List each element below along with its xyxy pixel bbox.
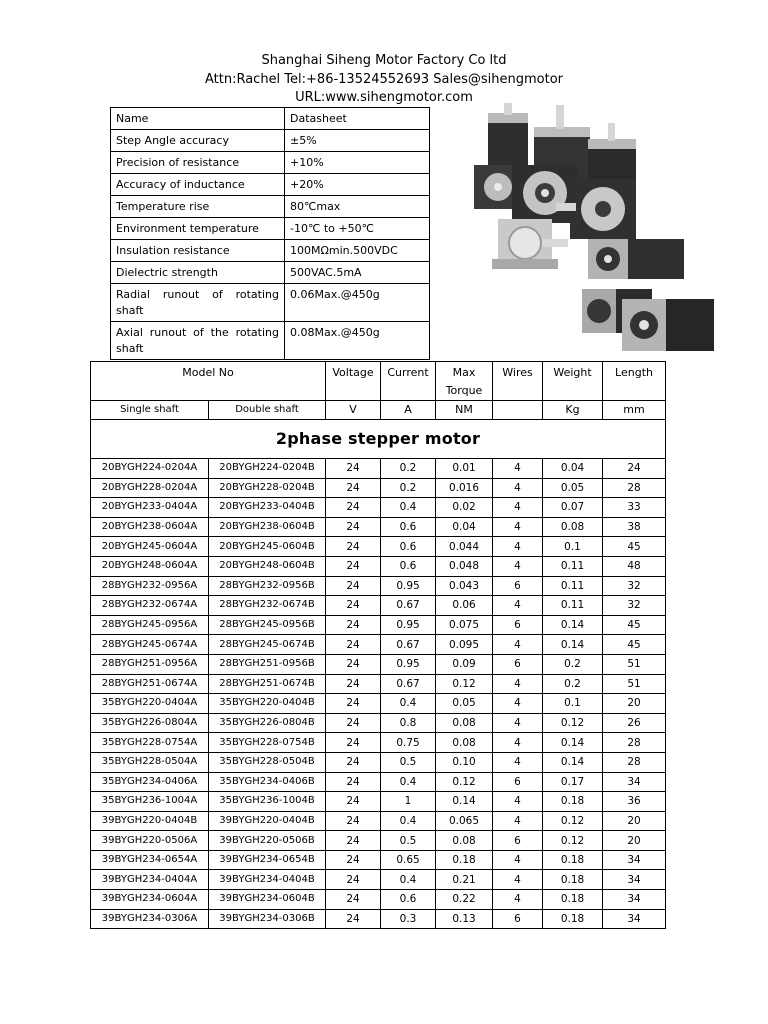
cell-current: 0.4 xyxy=(381,498,436,518)
cell-max-torque: 0.075 xyxy=(436,615,493,635)
spec-row xyxy=(111,240,430,262)
spec-label: Precision of resistance xyxy=(111,152,285,174)
cell-current: 0.6 xyxy=(381,890,436,910)
spec-value: 100MΩmin.500VDC xyxy=(285,240,430,262)
cell-voltage: 24 xyxy=(326,694,381,714)
spec-value: +20% xyxy=(285,174,430,196)
motor-front-silver xyxy=(492,219,568,269)
table-row xyxy=(91,459,666,479)
cell-weight: 0.12 xyxy=(543,831,603,851)
cell-weight: 0.08 xyxy=(543,517,603,537)
cell-current: 0.75 xyxy=(381,733,436,753)
spec-label: Insulation resistance xyxy=(111,240,285,262)
cell-current: 0.4 xyxy=(381,811,436,831)
cell-length: 24 xyxy=(603,459,666,479)
table-row xyxy=(91,517,666,537)
header-wires: Wires xyxy=(493,362,543,401)
table-row xyxy=(91,654,666,674)
cell-double-shaft: 20BYGH238-0604B xyxy=(209,517,326,537)
cell-wires: 4 xyxy=(493,674,543,694)
cell-single-shaft: 35BYGH234-0406A xyxy=(91,772,209,792)
cell-single-shaft: 35BYGH226-0804A xyxy=(91,713,209,733)
cell-max-torque: 0.05 xyxy=(436,694,493,714)
cell-length: 20 xyxy=(603,811,666,831)
section-title: 2phase stepper motor xyxy=(91,420,666,459)
cell-weight: 0.11 xyxy=(543,576,603,596)
cell-length: 34 xyxy=(603,772,666,792)
cell-double-shaft: 28BYGH232-0674B xyxy=(209,596,326,616)
cell-max-torque: 0.22 xyxy=(436,890,493,910)
stepper-motors-photo xyxy=(452,103,720,355)
cell-double-shaft: 35BYGH228-0504B xyxy=(209,752,326,772)
cell-voltage: 24 xyxy=(326,733,381,753)
cell-voltage: 24 xyxy=(326,831,381,851)
subheader-single-shaft: Single shaft xyxy=(91,401,209,420)
cell-current: 0.95 xyxy=(381,654,436,674)
spec-value: 0.08Max.@450g xyxy=(285,322,430,360)
cell-voltage: 24 xyxy=(326,870,381,890)
spec-table-body xyxy=(111,108,430,360)
cell-voltage: 24 xyxy=(326,596,381,616)
cell-wires: 6 xyxy=(493,654,543,674)
cell-single-shaft: 39BYGH234-0654A xyxy=(91,850,209,870)
cell-single-shaft: 20BYGH233-0404A xyxy=(91,498,209,518)
cell-current: 0.67 xyxy=(381,596,436,616)
cell-length: 51 xyxy=(603,654,666,674)
unit-voltage: V xyxy=(326,401,381,420)
cell-single-shaft: 28BYGH232-0674A xyxy=(91,596,209,616)
table-row xyxy=(91,733,666,753)
subheader-row xyxy=(91,401,666,420)
cell-length: 26 xyxy=(603,713,666,733)
cell-max-torque: 0.065 xyxy=(436,811,493,831)
cell-wires: 6 xyxy=(493,909,543,929)
cell-length: 20 xyxy=(603,831,666,851)
cell-wires: 4 xyxy=(493,870,543,890)
header-row xyxy=(91,362,666,401)
cell-weight: 0.04 xyxy=(543,459,603,479)
spec-row xyxy=(111,174,430,196)
cell-single-shaft: 28BYGH232-0956A xyxy=(91,576,209,596)
spec-label: Radial runout of rotating shaft xyxy=(111,284,285,322)
cell-double-shaft: 20BYGH245-0604B xyxy=(209,537,326,557)
cell-length: 28 xyxy=(603,752,666,772)
cell-wires: 4 xyxy=(493,556,543,576)
company-name: Shanghai Siheng Motor Factory Co ltd xyxy=(261,53,507,68)
cell-single-shaft: 20BYGH228-0204A xyxy=(91,478,209,498)
unit-torque: NM xyxy=(436,401,493,420)
cell-max-torque: 0.06 xyxy=(436,596,493,616)
cell-max-torque: 0.18 xyxy=(436,850,493,870)
cell-weight: 0.17 xyxy=(543,772,603,792)
cell-length: 51 xyxy=(603,674,666,694)
cell-weight: 0.12 xyxy=(543,811,603,831)
cell-double-shaft: 28BYGH251-0956B xyxy=(209,654,326,674)
unit-weight: Kg xyxy=(543,401,603,420)
cell-max-torque: 0.12 xyxy=(436,772,493,792)
model-table xyxy=(90,361,666,929)
cell-max-torque: 0.095 xyxy=(436,635,493,655)
table-row xyxy=(91,694,666,714)
header-model-no: Model No xyxy=(91,362,326,401)
cell-wires: 6 xyxy=(493,772,543,792)
cell-weight: 0.18 xyxy=(543,792,603,812)
cell-length: 28 xyxy=(603,478,666,498)
cell-wires: 4 xyxy=(493,890,543,910)
cell-current: 0.95 xyxy=(381,615,436,635)
cell-voltage: 24 xyxy=(326,890,381,910)
table-row xyxy=(91,831,666,851)
cell-length: 34 xyxy=(603,890,666,910)
cell-max-torque: 0.21 xyxy=(436,870,493,890)
table-row xyxy=(91,498,666,518)
cell-weight: 0.11 xyxy=(543,556,603,576)
cell-weight: 0.14 xyxy=(543,752,603,772)
cell-max-torque: 0.12 xyxy=(436,674,493,694)
spec-row xyxy=(111,218,430,240)
cell-weight: 0.14 xyxy=(543,635,603,655)
cell-single-shaft: 20BYGH248-0604A xyxy=(91,556,209,576)
spec-label: Dielectric strength xyxy=(111,262,285,284)
unit-current: A xyxy=(381,401,436,420)
cell-current: 0.65 xyxy=(381,850,436,870)
cell-double-shaft: 20BYGH224-0204B xyxy=(209,459,326,479)
cell-single-shaft: 28BYGH251-0674A xyxy=(91,674,209,694)
cell-voltage: 24 xyxy=(326,576,381,596)
cell-length: 20 xyxy=(603,694,666,714)
cell-single-shaft: 39BYGH220-0506A xyxy=(91,831,209,851)
cell-single-shaft: 28BYGH245-0956A xyxy=(91,615,209,635)
cell-current: 0.4 xyxy=(381,772,436,792)
table-row xyxy=(91,596,666,616)
cell-single-shaft: 39BYGH234-0604A xyxy=(91,890,209,910)
cell-weight: 0.12 xyxy=(543,713,603,733)
table-row xyxy=(91,635,666,655)
cell-weight: 0.18 xyxy=(543,870,603,890)
spec-value: +10% xyxy=(285,152,430,174)
cell-max-torque: 0.04 xyxy=(436,517,493,537)
cell-weight: 0.2 xyxy=(543,654,603,674)
spec-value: 80℃max xyxy=(285,196,430,218)
cell-length: 48 xyxy=(603,556,666,576)
cell-wires: 6 xyxy=(493,615,543,635)
cell-voltage: 24 xyxy=(326,752,381,772)
cell-single-shaft: 28BYGH251-0956A xyxy=(91,654,209,674)
spec-row xyxy=(111,130,430,152)
model-table-body xyxy=(91,362,666,929)
table-row xyxy=(91,870,666,890)
cell-length: 38 xyxy=(603,517,666,537)
contact-line: Attn:Rachel Tel:+86-13524552693 Sales@sihengmotor xyxy=(204,71,563,87)
cell-max-torque: 0.08 xyxy=(436,831,493,851)
cell-max-torque: 0.14 xyxy=(436,792,493,812)
header-max-torque: Max Torque xyxy=(436,362,493,401)
cell-max-torque: 0.10 xyxy=(436,752,493,772)
cell-length: 36 xyxy=(603,792,666,812)
cell-voltage: 24 xyxy=(326,713,381,733)
cell-max-torque: 0.09 xyxy=(436,654,493,674)
cell-weight: 0.18 xyxy=(543,890,603,910)
cell-weight: 0.18 xyxy=(543,850,603,870)
cell-voltage: 24 xyxy=(326,537,381,557)
cell-voltage: 24 xyxy=(326,498,381,518)
cell-weight: 0.14 xyxy=(543,733,603,753)
cell-voltage: 24 xyxy=(326,459,381,479)
cell-single-shaft: 35BYGH220-0404A xyxy=(91,694,209,714)
cell-voltage: 24 xyxy=(326,772,381,792)
cell-double-shaft: 39BYGH220-0506B xyxy=(209,831,326,851)
cell-weight: 0.1 xyxy=(543,537,603,557)
motor-bottom-c xyxy=(622,299,714,351)
cell-length: 45 xyxy=(603,615,666,635)
cell-current: 0.95 xyxy=(381,576,436,596)
cell-current: 0.5 xyxy=(381,831,436,851)
cell-wires: 6 xyxy=(493,831,543,851)
spec-label: Temperature rise xyxy=(111,196,285,218)
cell-single-shaft: 35BYGH228-0754A xyxy=(91,733,209,753)
cell-single-shaft: 28BYGH245-0674A xyxy=(91,635,209,655)
cell-double-shaft: 28BYGH245-0674B xyxy=(209,635,326,655)
cell-length: 34 xyxy=(603,870,666,890)
cell-length: 45 xyxy=(603,537,666,557)
cell-max-torque: 0.044 xyxy=(436,537,493,557)
cell-current: 0.4 xyxy=(381,694,436,714)
cell-weight: 0.18 xyxy=(543,909,603,929)
cell-weight: 0.14 xyxy=(543,615,603,635)
cell-double-shaft: 35BYGH228-0754B xyxy=(209,733,326,753)
cell-voltage: 24 xyxy=(326,654,381,674)
cell-wires: 4 xyxy=(493,537,543,557)
cell-current: 0.3 xyxy=(381,909,436,929)
cell-max-torque: 0.043 xyxy=(436,576,493,596)
cell-length: 32 xyxy=(603,576,666,596)
spec-row xyxy=(111,152,430,174)
cell-current: 0.5 xyxy=(381,752,436,772)
cell-single-shaft: 20BYGH245-0604A xyxy=(91,537,209,557)
cell-max-torque: 0.08 xyxy=(436,713,493,733)
cell-double-shaft: 35BYGH236-1004B xyxy=(209,792,326,812)
cell-wires: 4 xyxy=(493,498,543,518)
table-row xyxy=(91,537,666,557)
spec-label: Accuracy of inductance xyxy=(111,174,285,196)
unit-length: mm xyxy=(603,401,666,420)
cell-wires: 4 xyxy=(493,733,543,753)
table-row xyxy=(91,890,666,910)
header-length: Length xyxy=(603,362,666,401)
spec-value: ±5% xyxy=(285,130,430,152)
cell-max-torque: 0.016 xyxy=(436,478,493,498)
table-row xyxy=(91,576,666,596)
spec-label: Step Angle accuracy xyxy=(111,130,285,152)
spec-value: 500VAC.5mA xyxy=(285,262,430,284)
cell-voltage: 24 xyxy=(326,556,381,576)
cell-weight: 0.1 xyxy=(543,694,603,714)
cell-wires: 6 xyxy=(493,576,543,596)
table-row xyxy=(91,752,666,772)
cell-single-shaft: 39BYGH234-0404A xyxy=(91,870,209,890)
spec-value: 0.06Max.@450g xyxy=(285,284,430,322)
cell-current: 0.67 xyxy=(381,674,436,694)
cell-voltage: 24 xyxy=(326,615,381,635)
cell-double-shaft: 20BYGH233-0404B xyxy=(209,498,326,518)
motor-bottom-a xyxy=(588,239,684,279)
cell-wires: 4 xyxy=(493,635,543,655)
cell-current: 0.2 xyxy=(381,478,436,498)
table-row xyxy=(91,713,666,733)
unit-wires xyxy=(493,401,543,420)
cell-length: 34 xyxy=(603,850,666,870)
cell-double-shaft: 39BYGH234-0404B xyxy=(209,870,326,890)
cell-double-shaft: 39BYGH234-0604B xyxy=(209,890,326,910)
cell-double-shaft: 28BYGH251-0674B xyxy=(209,674,326,694)
cell-voltage: 24 xyxy=(326,811,381,831)
cell-single-shaft: 20BYGH224-0204A xyxy=(91,459,209,479)
cell-length: 32 xyxy=(603,596,666,616)
cell-voltage: 24 xyxy=(326,792,381,812)
cell-weight: 0.07 xyxy=(543,498,603,518)
spec-table xyxy=(110,107,430,360)
spec-row xyxy=(111,196,430,218)
cell-wires: 4 xyxy=(493,459,543,479)
cell-voltage: 24 xyxy=(326,674,381,694)
section-row xyxy=(91,420,666,459)
cell-length: 34 xyxy=(603,909,666,929)
cell-max-torque: 0.02 xyxy=(436,498,493,518)
spec-label: Environment temperature xyxy=(111,218,285,240)
cell-current: 0.4 xyxy=(381,870,436,890)
cell-double-shaft: 35BYGH234-0406B xyxy=(209,772,326,792)
cell-single-shaft: 39BYGH234-0306A xyxy=(91,909,209,929)
cell-single-shaft: 35BYGH236-1004A xyxy=(91,792,209,812)
motor-shapes xyxy=(452,103,720,355)
cell-wires: 4 xyxy=(493,713,543,733)
table-row xyxy=(91,850,666,870)
website-url: URL:www.sihengmotor.com xyxy=(295,90,473,105)
cell-current: 0.8 xyxy=(381,713,436,733)
cell-wires: 4 xyxy=(493,517,543,537)
cell-wires: 4 xyxy=(493,694,543,714)
spec-row xyxy=(111,108,430,130)
cell-current: 0.6 xyxy=(381,517,436,537)
motor-mid-center xyxy=(512,165,578,223)
table-row xyxy=(91,811,666,831)
spec-label: Name xyxy=(111,108,285,130)
cell-voltage: 24 xyxy=(326,635,381,655)
cell-voltage: 24 xyxy=(326,909,381,929)
motor-back-left xyxy=(488,103,528,171)
table-row xyxy=(91,792,666,812)
cell-weight: 0.11 xyxy=(543,596,603,616)
cell-wires: 4 xyxy=(493,811,543,831)
cell-double-shaft: 20BYGH248-0604B xyxy=(209,556,326,576)
cell-weight: 0.2 xyxy=(543,674,603,694)
cell-single-shaft: 35BYGH228-0504A xyxy=(91,752,209,772)
cell-double-shaft: 20BYGH228-0204B xyxy=(209,478,326,498)
cell-wires: 4 xyxy=(493,478,543,498)
cell-max-torque: 0.01 xyxy=(436,459,493,479)
cell-voltage: 24 xyxy=(326,478,381,498)
header-current: Current xyxy=(381,362,436,401)
subheader-double-shaft: Double shaft xyxy=(209,401,326,420)
spec-row xyxy=(111,284,430,322)
spec-label: Axial runout of the rotating shaft xyxy=(111,322,285,360)
header-weight: Weight xyxy=(543,362,603,401)
cell-double-shaft: 35BYGH226-0804B xyxy=(209,713,326,733)
cell-single-shaft: 39BYGH220-0404B xyxy=(91,811,209,831)
cell-current: 1 xyxy=(381,792,436,812)
spec-row xyxy=(111,322,430,360)
table-row xyxy=(91,909,666,929)
spec-value: Datasheet xyxy=(285,108,430,130)
cell-voltage: 24 xyxy=(326,850,381,870)
cell-single-shaft: 20BYGH238-0604A xyxy=(91,517,209,537)
spec-value: -10℃ to +50℃ xyxy=(285,218,430,240)
spec-row xyxy=(111,262,430,284)
table-row xyxy=(91,478,666,498)
header-voltage: Voltage xyxy=(326,362,381,401)
table-row xyxy=(91,674,666,694)
cell-wires: 4 xyxy=(493,850,543,870)
document-header xyxy=(0,52,768,108)
cell-wires: 4 xyxy=(493,596,543,616)
cell-current: 0.67 xyxy=(381,635,436,655)
cell-wires: 4 xyxy=(493,752,543,772)
cell-double-shaft: 28BYGH232-0956B xyxy=(209,576,326,596)
cell-length: 33 xyxy=(603,498,666,518)
cell-double-shaft: 28BYGH245-0956B xyxy=(209,615,326,635)
table-row xyxy=(91,615,666,635)
cell-double-shaft: 39BYGH220-0404B xyxy=(209,811,326,831)
cell-current: 0.6 xyxy=(381,537,436,557)
table-row xyxy=(91,772,666,792)
cell-double-shaft: 39BYGH234-0654B xyxy=(209,850,326,870)
cell-wires: 4 xyxy=(493,792,543,812)
cell-max-torque: 0.13 xyxy=(436,909,493,929)
table-row xyxy=(91,556,666,576)
cell-max-torque: 0.048 xyxy=(436,556,493,576)
cell-current: 0.2 xyxy=(381,459,436,479)
cell-length: 45 xyxy=(603,635,666,655)
cell-weight: 0.05 xyxy=(543,478,603,498)
cell-length: 28 xyxy=(603,733,666,753)
cell-current: 0.6 xyxy=(381,556,436,576)
cell-double-shaft: 35BYGH220-0404B xyxy=(209,694,326,714)
cell-max-torque: 0.08 xyxy=(436,733,493,753)
cell-voltage: 24 xyxy=(326,517,381,537)
cell-double-shaft: 39BYGH234-0306B xyxy=(209,909,326,929)
